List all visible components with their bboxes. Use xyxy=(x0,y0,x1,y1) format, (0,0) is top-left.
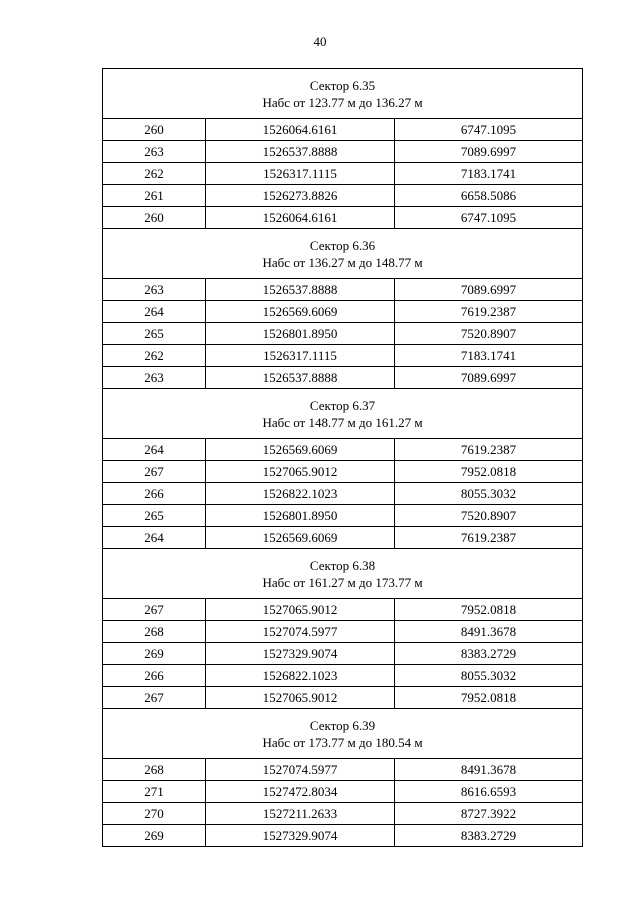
point-number-cell: 264 xyxy=(103,301,206,323)
table-row xyxy=(103,505,583,527)
y-coordinate-cell: 7183.1741 xyxy=(395,163,583,185)
table-row xyxy=(103,279,583,301)
x-coordinate-cell: 1527329.9074 xyxy=(206,643,395,665)
x-coordinate-cell: 1526569.6069 xyxy=(206,301,395,323)
point-number-cell: 267 xyxy=(103,461,206,483)
table-row xyxy=(103,803,583,825)
sector-height-range: Набс от 123.77 м до 136.27 м xyxy=(262,94,423,110)
x-coordinate-cell: 1526537.8888 xyxy=(206,279,395,301)
y-coordinate-cell: 7520.8907 xyxy=(395,323,583,345)
sector-header-row xyxy=(103,709,583,759)
x-coordinate-cell: 1526537.8888 xyxy=(206,141,395,163)
y-coordinate-cell: 8616.6593 xyxy=(395,781,583,803)
y-coordinate-cell: 8383.2729 xyxy=(395,825,583,847)
y-coordinate-cell: 8491.3678 xyxy=(395,621,583,643)
table-row xyxy=(103,621,583,643)
table-row xyxy=(103,141,583,163)
x-coordinate-cell: 1526801.8950 xyxy=(206,323,395,345)
table-row xyxy=(103,461,583,483)
y-coordinate-cell: 7619.2387 xyxy=(395,439,583,461)
table-row xyxy=(103,599,583,621)
x-coordinate-cell: 1526822.1023 xyxy=(206,665,395,687)
x-coordinate-cell: 1526801.8950 xyxy=(206,505,395,527)
x-coordinate-cell: 1527074.5977 xyxy=(206,759,395,781)
point-number-cell: 268 xyxy=(103,621,206,643)
y-coordinate-cell: 8055.3032 xyxy=(395,483,583,505)
x-coordinate-cell: 1526569.6069 xyxy=(206,439,395,461)
sector-title: Сектор 6.36 xyxy=(309,237,376,253)
x-coordinate-cell: 1526569.6069 xyxy=(206,527,395,549)
table-row xyxy=(103,185,583,207)
point-number-cell: 268 xyxy=(103,759,206,781)
y-coordinate-cell: 6658.5086 xyxy=(395,185,583,207)
sector-header xyxy=(103,229,583,279)
point-number-cell: 263 xyxy=(103,279,206,301)
x-coordinate-cell: 1527211.2633 xyxy=(206,803,395,825)
coordinates-table xyxy=(102,68,583,847)
point-number-cell: 264 xyxy=(103,527,206,549)
table-row xyxy=(103,781,583,803)
table-row xyxy=(103,665,583,687)
y-coordinate-cell: 6747.1095 xyxy=(395,119,583,141)
sector-height-range: Набс от 136.27 м до 148.77 м xyxy=(262,254,423,270)
sector-header xyxy=(103,389,583,439)
point-number-cell: 269 xyxy=(103,643,206,665)
point-number-cell: 262 xyxy=(103,345,206,367)
x-coordinate-cell: 1527065.9012 xyxy=(206,687,395,709)
point-number-cell: 265 xyxy=(103,323,206,345)
table-row xyxy=(103,345,583,367)
point-number-cell: 265 xyxy=(103,505,206,527)
table-row xyxy=(103,483,583,505)
table-row xyxy=(103,163,583,185)
point-number-cell: 263 xyxy=(103,367,206,389)
point-number-cell: 260 xyxy=(103,119,206,141)
y-coordinate-cell: 8383.2729 xyxy=(395,643,583,665)
sector-title: Сектор 6.38 xyxy=(309,557,376,573)
point-number-cell: 267 xyxy=(103,599,206,621)
x-coordinate-cell: 1526064.6161 xyxy=(206,119,395,141)
table-row xyxy=(103,643,583,665)
x-coordinate-cell: 1527329.9074 xyxy=(206,825,395,847)
point-number-cell: 269 xyxy=(103,825,206,847)
sector-header-row xyxy=(103,69,583,119)
table-row xyxy=(103,687,583,709)
y-coordinate-cell: 8727.3922 xyxy=(395,803,583,825)
table-row xyxy=(103,367,583,389)
x-coordinate-cell: 1527065.9012 xyxy=(206,461,395,483)
table-row xyxy=(103,825,583,847)
point-number-cell: 270 xyxy=(103,803,206,825)
sector-header-row xyxy=(103,389,583,439)
sector-header xyxy=(103,709,583,759)
sector-header xyxy=(103,549,583,599)
sector-title: Сектор 6.39 xyxy=(309,717,376,733)
point-number-cell: 262 xyxy=(103,163,206,185)
coordinates-table-body xyxy=(103,69,583,847)
point-number-cell: 271 xyxy=(103,781,206,803)
x-coordinate-cell: 1526537.8888 xyxy=(206,367,395,389)
point-number-cell: 267 xyxy=(103,687,206,709)
point-number-cell: 264 xyxy=(103,439,206,461)
y-coordinate-cell: 7952.0818 xyxy=(395,687,583,709)
y-coordinate-cell: 7619.2387 xyxy=(395,301,583,323)
y-coordinate-cell: 7952.0818 xyxy=(395,461,583,483)
y-coordinate-cell: 7619.2387 xyxy=(395,527,583,549)
y-coordinate-cell: 8055.3032 xyxy=(395,665,583,687)
table-row xyxy=(103,527,583,549)
point-number-cell: 263 xyxy=(103,141,206,163)
x-coordinate-cell: 1527065.9012 xyxy=(206,599,395,621)
y-coordinate-cell: 7089.6997 xyxy=(395,367,583,389)
table-row xyxy=(103,439,583,461)
y-coordinate-cell: 7089.6997 xyxy=(395,279,583,301)
y-coordinate-cell: 8491.3678 xyxy=(395,759,583,781)
sector-header xyxy=(103,69,583,119)
x-coordinate-cell: 1526822.1023 xyxy=(206,483,395,505)
y-coordinate-cell: 7520.8907 xyxy=(395,505,583,527)
table-row xyxy=(103,323,583,345)
x-coordinate-cell: 1526317.1115 xyxy=(206,345,395,367)
y-coordinate-cell: 7089.6997 xyxy=(395,141,583,163)
table-row xyxy=(103,301,583,323)
y-coordinate-cell: 7952.0818 xyxy=(395,599,583,621)
y-coordinate-cell: 7183.1741 xyxy=(395,345,583,367)
page-number: 40 xyxy=(313,34,327,49)
table-row xyxy=(103,759,583,781)
sector-title: Сектор 6.37 xyxy=(309,397,376,413)
point-number-cell: 266 xyxy=(103,483,206,505)
sector-header-row xyxy=(103,229,583,279)
x-coordinate-cell: 1527472.8034 xyxy=(206,781,395,803)
x-coordinate-cell: 1526064.6161 xyxy=(206,207,395,229)
sector-title: Сектор 6.35 xyxy=(309,77,376,93)
sector-height-range: Набс от 161.27 м до 173.77 м xyxy=(262,574,423,590)
point-number-cell: 266 xyxy=(103,665,206,687)
y-coordinate-cell: 6747.1095 xyxy=(395,207,583,229)
sector-header-row xyxy=(103,549,583,599)
table-row xyxy=(103,119,583,141)
sector-height-range: Набс от 148.77 м до 161.27 м xyxy=(262,414,423,430)
point-number-cell: 260 xyxy=(103,207,206,229)
point-number-cell: 261 xyxy=(103,185,206,207)
table-row xyxy=(103,207,583,229)
x-coordinate-cell: 1526317.1115 xyxy=(206,163,395,185)
x-coordinate-cell: 1526273.8826 xyxy=(206,185,395,207)
x-coordinate-cell: 1527074.5977 xyxy=(206,621,395,643)
sector-height-range: Набс от 173.77 м до 180.54 м xyxy=(262,734,423,750)
